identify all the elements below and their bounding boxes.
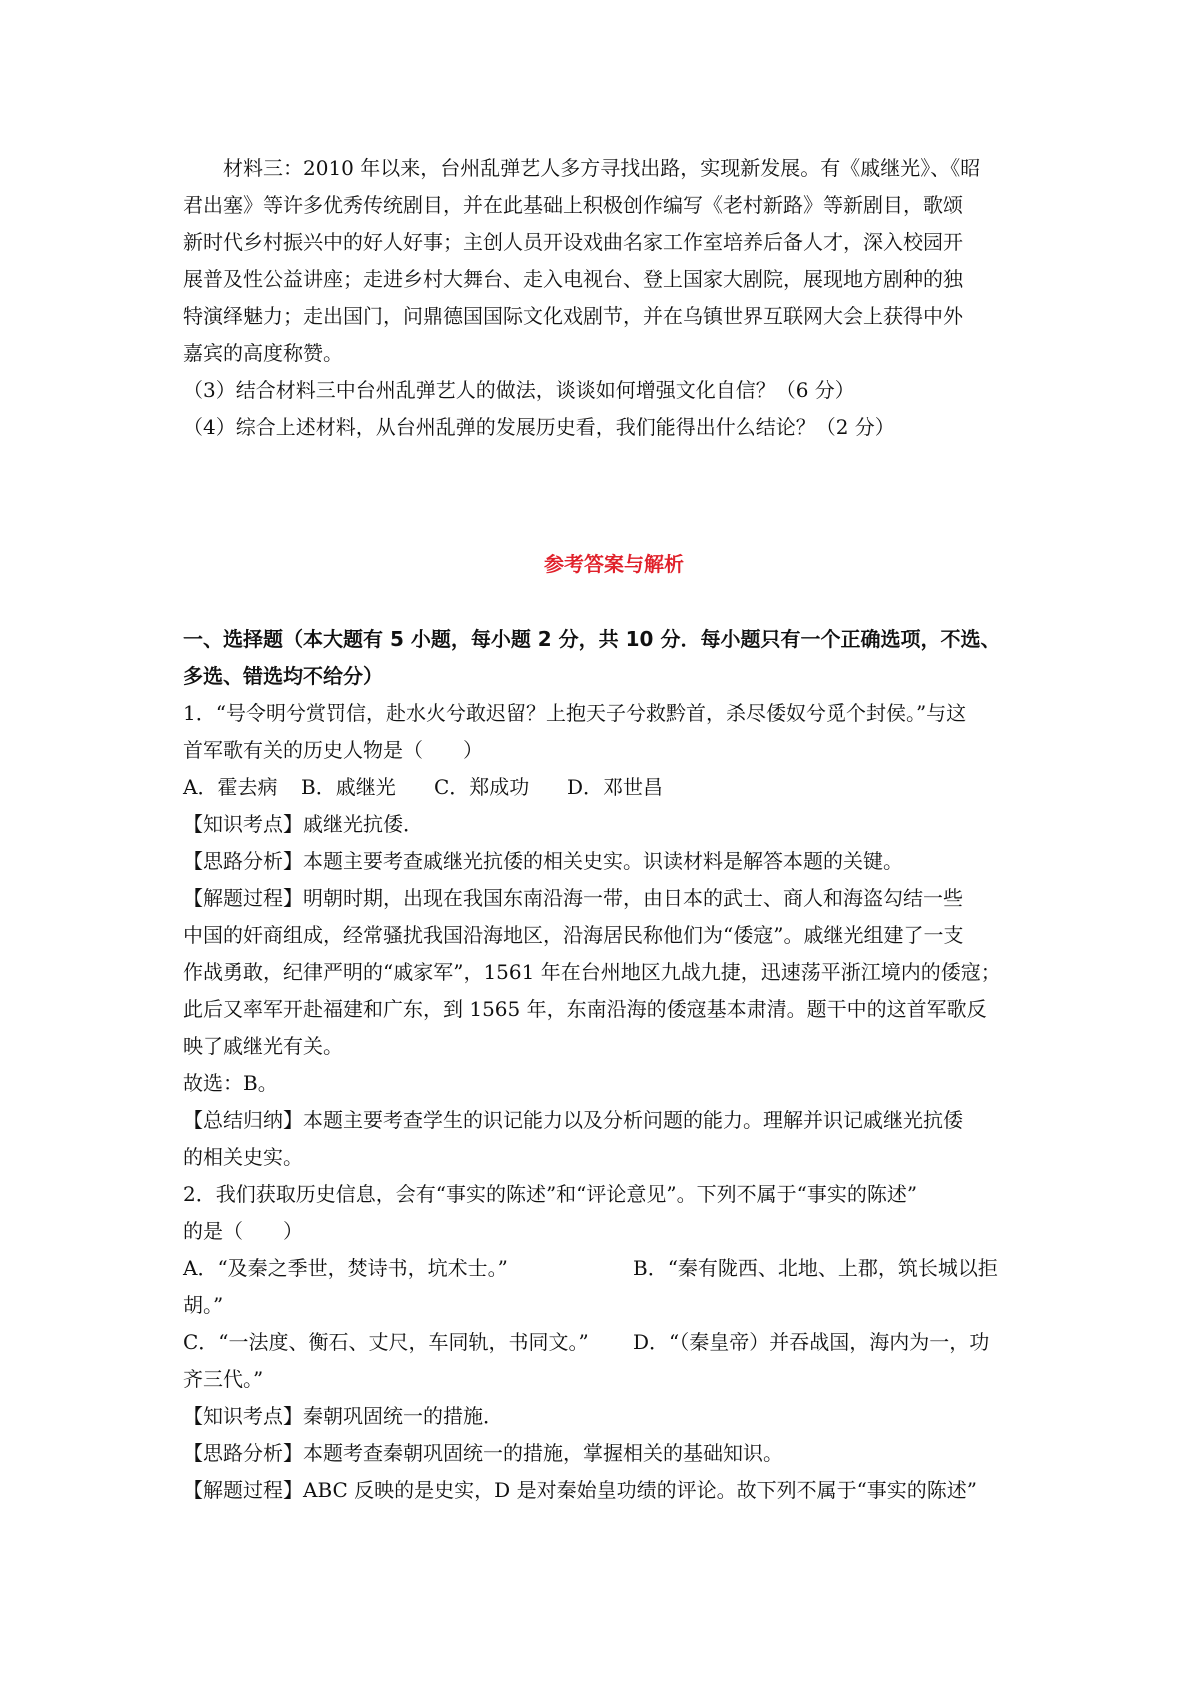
- question-2: [183, 1176, 1045, 1509]
- option-b: B．“秦有陇西、北地、上郡，筑长城以拒: [633, 1256, 998, 1280]
- question-stem-line: 的是（ ）: [183, 1219, 303, 1243]
- solution-line: 中国的奸商组成，经常骚扰我国沿海地区，沿海居民称他们为“倭寇”。戚继光组建了一支: [183, 923, 964, 947]
- section-title-line: 多选、错选均不给分）: [183, 664, 383, 688]
- section-title-line: 一、选择题（本大题有 5 小题，每小题 2 分，共 10 分．每小题只有一个正确选项，不选、: [183, 627, 1001, 651]
- question-1: [183, 695, 1045, 1176]
- solution-line: 作战勇敢，纪律严明的“戚家军”，1561 年在台州地区九战九捷，迅速荡平浙江境内的倭寇；: [183, 960, 1001, 984]
- question-stem-line: 1．“号令明兮赏罚信，赴水火兮敢迟留？上抱天子兮救黔首，杀尽倭奴兮觅个封侯。”与这: [183, 701, 967, 725]
- option-c: C．“一法度、衡石、丈尺，车同轨，书同文。”: [183, 1330, 589, 1354]
- analysis: 【思路分析】本题考查秦朝巩固统一的措施，掌握相关的基础知识。: [183, 1441, 783, 1465]
- paragraph-line: 嘉宾的高度称赞。: [183, 341, 343, 365]
- question-stem-line: 首军歌有关的历史人物是（ ）: [183, 738, 483, 762]
- material-three-paragraph: [183, 150, 1045, 372]
- option-a: A．霍去病: [183, 775, 278, 799]
- solution-line: 此后又率军开赴福建和广东，到 1565 年，东南沿海的倭寇基本肃清。题干中的这首军歌反: [183, 997, 987, 1021]
- paragraph-line: 新时代乡村振兴中的好人好事；主创人员开设戏曲名家工作室培养后备人才，深入校园开: [183, 230, 963, 254]
- option-d-continued: 齐三代。”: [183, 1367, 264, 1391]
- question-3: （3）结合材料三中台州乱弹艺人的做法，谈谈如何增强文化自信？（6 分）: [183, 378, 855, 402]
- paragraph-line: 君出塞》等许多优秀传统剧目，并在此基础上积极创作编写《老村新路》等新剧目，歌颂: [183, 193, 963, 217]
- option-a: A．“及秦之季世，焚诗书，坑术士。”: [183, 1256, 508, 1280]
- answer-heading: 参考答案与解析: [544, 552, 684, 576]
- solution-line: 【解题过程】明朝时期，出现在我国东南沿海一带，由日本的武士、商人和海盗勾结一些: [183, 886, 963, 910]
- paragraph-line: 特演绎魅力；走出国门，问鼎德国国际文化戏剧节，并在乌镇世界互联网大会上获得中外: [183, 304, 963, 328]
- option-b: B．戚继光: [301, 775, 396, 799]
- question-4: （4）综合上述材料，从台州乱弹的发展历史看，我们能得出什么结论？（2 分）: [183, 415, 895, 439]
- option-c: C．郑成功: [434, 775, 530, 799]
- summary-line: 的相关史实。: [183, 1145, 303, 1169]
- sub-questions: [183, 372, 1045, 446]
- paragraph-line: 材料三：2010 年以来，台州乱弹艺人多方寻找出路，实现新发展。有《戚继光》、《昭: [223, 156, 981, 180]
- knowledge-point: 【知识考点】戚继光抗倭．: [183, 812, 423, 836]
- options-row-ab: [183, 1250, 1045, 1287]
- options-row-cd: [183, 1324, 1045, 1361]
- solution-line: 【解题过程】ABC 反映的是史实，D 是对秦始皇功绩的评论。故下列不属于“事实的陈述”: [183, 1478, 978, 1502]
- option-d: D．邓世昌: [567, 775, 664, 799]
- page-content: [183, 150, 1045, 1509]
- solution-line: 映了戚继光有关。: [183, 1034, 343, 1058]
- knowledge-point: 【知识考点】秦朝巩固统一的措施．: [183, 1404, 503, 1428]
- summary-line: 【总结归纳】本题主要考查学生的识记能力以及分析问题的能力。理解并识记戚继光抗倭: [183, 1108, 963, 1132]
- section-one-title: [183, 621, 1045, 695]
- answer-choice: 故选：B。: [183, 1071, 278, 1095]
- option-d: D．“（秦皇帝）并吞战国，海内为一，功: [633, 1330, 990, 1354]
- options-row: [183, 769, 1045, 806]
- analysis: 【思路分析】本题主要考查戚继光抗倭的相关史实。识读材料是解答本题的关键。: [183, 849, 903, 873]
- paragraph-line: 展普及性公益讲座；走进乡村大舞台、走入电视台、登上国家大剧院，展现地方剧种的独: [183, 267, 963, 291]
- option-b-continued: 胡。”: [183, 1293, 224, 1317]
- question-stem-line: 2．我们获取历史信息，会有“事实的陈述”和“评论意见”。下列不属于“事实的陈述”: [183, 1182, 918, 1206]
